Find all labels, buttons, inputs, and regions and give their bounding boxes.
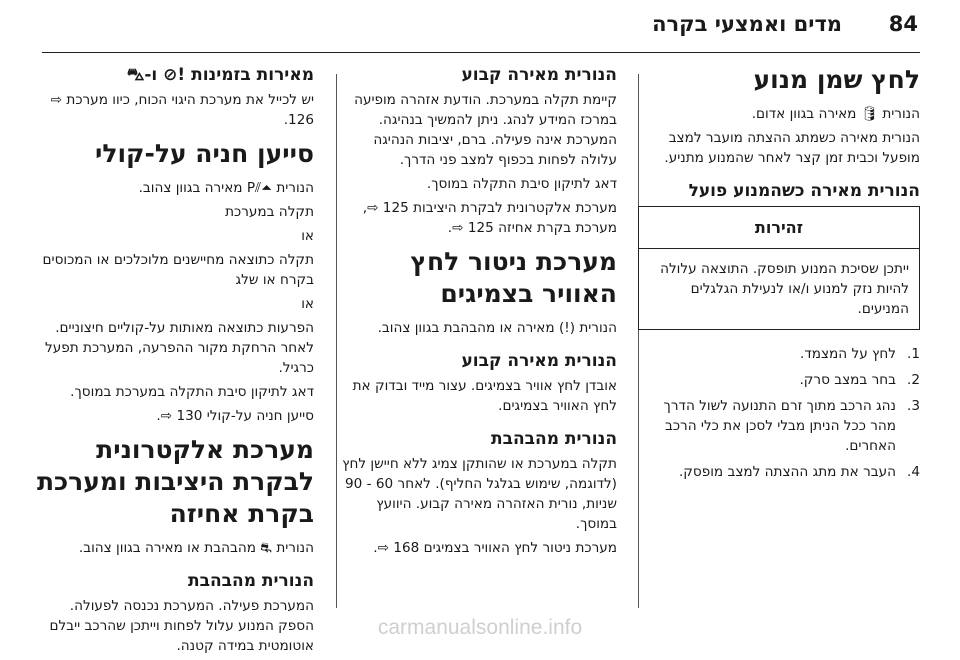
step-number: 2.	[907, 372, 920, 388]
subsection-heading-engine-running: הנורית מאירה כשהמנוע פועל	[688, 181, 920, 201]
column-left	[638, 64, 920, 488]
paragraph: דאג לתיקון סיבת התקלה במוסך.	[426, 176, 617, 192]
paragraph-or: או	[301, 296, 314, 312]
subsection-heading-steady: הנורית מאירה קבוע	[461, 351, 617, 371]
paragraph: המערכת פעילה. המערכת נכנסה לפעולה. הספק המנוע עלול לפחות וייתכן שהרכב ייבלם אוטומטית במידה קטנה.	[49, 598, 314, 654]
header-divider	[42, 52, 920, 53]
paragraph: דאג לתיקון סיבת התקלה במערכת במוסך.	[70, 384, 314, 400]
step-text: בחר במצב סרק.	[799, 372, 896, 388]
paragraph: תקלה במערכת או שהותקן צמיג ללא חיישן לחץ (לדוגמה, שימוש בגלגל החליף). לאחר 60 - 90 שניות, נורית האזהרה מאירה קבוע. היוועץ במוסך.	[342, 456, 617, 532]
warning-box	[638, 206, 920, 330]
step-number: 1.	[907, 346, 920, 362]
paragraph: הנורית ‎P⫽⏶‎ מאירה בגוון צהוב.	[138, 180, 314, 196]
paragraph: יש לכייל את מערכת היגוי הכוח, כיוו מערכת ‎⇨‎ 126.	[50, 92, 314, 128]
watermark: carmanualsonline.info	[377, 616, 583, 639]
paragraph: הנורית ‎⛐‎ מהבהבת או מאירה בגוון צהוב.	[78, 540, 314, 556]
section-heading-parking-assist: סייען חניה על-קולי	[94, 139, 314, 168]
section-heading-oil-pressure: לחץ שמן מנוע	[753, 65, 920, 94]
list-item	[638, 370, 920, 390]
step-number: 3.	[907, 398, 920, 414]
paragraph: הנורית מאירה כשמתג ההצתה מועבר למצב מופעל וכבית זמן קצר לאחר שהמנוע מתניע.	[664, 130, 920, 166]
list-item	[638, 396, 920, 456]
paragraph: קיימת תקלה במערכת. הודעת אזהרה מופיעה במרכז המידע לנהג. ניתן להמשיך בנהיגה. המערכת אינה פעילה. ברם, יציבות הנהיגה עלולה לפחות בכפוף למצב פני הדרך.	[354, 92, 617, 168]
page-number: 84	[888, 12, 918, 36]
list-item	[638, 462, 920, 482]
paragraph-reference: מערכת ניטור לחץ האוויר בצמיגים ‎⇨‎ 168.	[373, 540, 617, 556]
section-heading-tire-pressure: מערכת ניטור לחץ האוויר בצמיגים	[410, 247, 617, 308]
section-heading-stability-control: מערכת אלקטרונית לבקרת היציבות ומערכת בקרת אחיזה	[36, 435, 314, 528]
column-middle	[335, 64, 617, 562]
paragraph: הפרעות כתוצאה מאותות על-קוליים חיצוניים. לאחר הרחקת מקור ההפרעה, המערכת תפעל כרגיל.	[45, 320, 314, 376]
step-text: נהג הרכב מתוך זרם התנועה לשול הדרך מהר ככל הניתן מבלי לסכן את כלי הרכב האחרים.	[663, 398, 896, 454]
list-item	[638, 344, 920, 364]
steps-list	[638, 344, 920, 482]
step-text: לחץ על המצמד.	[800, 346, 896, 362]
warning-body: ייתכן שסיכת המנוע תופסק. התוצאה עלולה להיות נזק למנוע ו/או לנעילת הגלגלים המניעים.	[660, 261, 909, 317]
paragraph: הנורית ‎🛢‎ מאירה בגוון אדום.	[751, 106, 920, 122]
paragraph-reference: סייען חניה על-קולי ‎⇨‎ 130.	[156, 408, 314, 424]
subsection-heading-steady: הנורית מאירה קבוע	[461, 65, 617, 85]
paragraph: אובדן לחץ אוויר בצמיגים. עצור מייד ובדוק את לחץ האוויר בצמיגים.	[352, 378, 617, 414]
paragraph-or: או	[301, 228, 314, 244]
step-number: 4.	[907, 464, 920, 480]
paragraph: תקלה במערכת	[225, 204, 314, 220]
page-title: מדים ואמצעי בקרה	[652, 12, 842, 36]
paragraph: הנורית ‎(!)‎ מאירה או מהבהבת בגוון צהוב.	[377, 320, 617, 336]
warning-title: זהירות	[639, 207, 919, 249]
paragraph-reference: מערכת אלקטרונית לבקרת היציבות ‎⇨‎ 125, מערכת בקרת אחיזה ‎⇨‎ 125.	[362, 200, 617, 236]
paragraph: תקלה כתוצאה מחיישנים מלוכלכים או המכוסים בקרח או שלג	[42, 252, 314, 288]
step-text: העבר את מתג ההצתה למצב מופסק.	[678, 464, 896, 480]
subsection-heading-blinking: הנורית מהבהבת	[491, 429, 617, 449]
column-right	[36, 64, 314, 660]
subsection-heading-blinking: הנורית מהבהבת	[188, 571, 314, 591]
section-heading-power-steering: מאירות בזמינות ‎⊘!‎ ו-‎⛍‎	[126, 65, 314, 85]
